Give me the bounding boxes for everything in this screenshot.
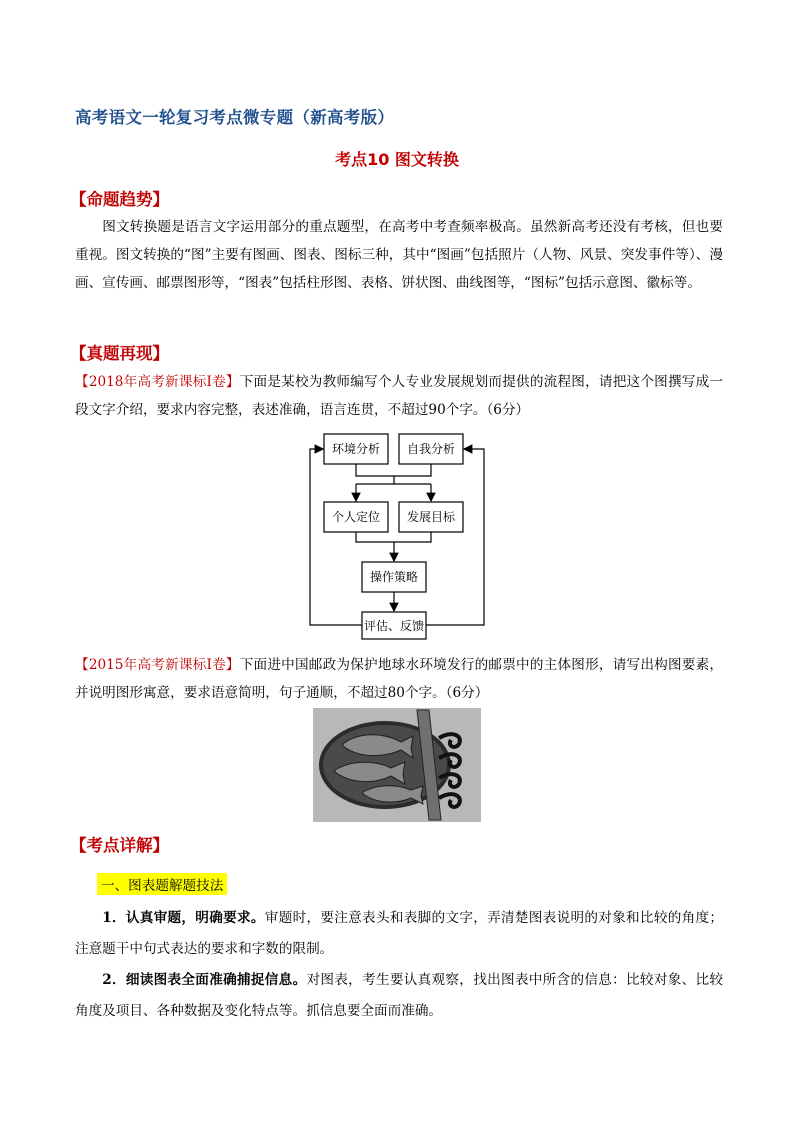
flow-label-self: 自我分析 <box>406 442 456 456</box>
trend-paragraph <box>75 213 723 297</box>
trend-body: 图文转换题是语言文字运用部分的重点题型，在高考中考查频率极高。虽然新高考还没有考核，但也要重视。图文转换的“图”主要有图画、图表、图标三种，其中“图画”包括照片（人物、风景、突发事件等）、漫画、宣传画、邮票图形等，“图表”包括柱形图、表格、饼状图、曲线图等，“图标”包括示意图、徽标等。 <box>75 219 723 291</box>
flow-label-strategy: 操作策略 <box>369 570 419 584</box>
tip-1-text: 审题时，要注意表头和表脚的文字，弄清楚图表说明的对象和比较的角度；注意题干中句式表达的要求和字数的限制。 <box>75 910 724 957</box>
subheading-chart-method: 一、图表题解题技法 <box>97 873 227 895</box>
tip-1-title: 1．认真审题，明确要求。 <box>102 910 265 926</box>
question-2-source: 【2015年高考新课标Ⅰ卷】 <box>75 657 240 673</box>
question-2 <box>75 651 723 707</box>
document-title: 高考语文一轮复习考点微专题（新高考版） <box>75 108 395 127</box>
flow-label-feedback: 评估、反馈 <box>363 619 425 633</box>
section-heading-detail: 【考点详解】 <box>70 836 169 855</box>
question-1 <box>75 368 723 424</box>
topic-title: 考点10 图文转换 <box>335 150 459 169</box>
tip-2 <box>75 965 723 1027</box>
question-1-text: 下面是某校为教师编写个人专业发展规划而提供的流程图，请把这个图撰写成一段文字介绍，要求内容完整，表述准确，语言连贯，不超过90个字。（6分） <box>75 374 723 418</box>
question-2-text: 下面进中国邮政为保护地球水环境发行的邮票中的主体图形，请写出构图要素，并说明图形寓意，要求语意简明，句子通顺，不超过80个字。（6分） <box>75 657 723 701</box>
flow-label-goal: 发展目标 <box>406 510 456 524</box>
tip-1 <box>75 903 723 965</box>
tip-2-text: 对图表，考生要认真观察，找出图表中所含的信息：比较对象、比较角度及项目、各种数据及变化特点等。抓信息要全面而准确。 <box>75 972 723 1019</box>
flowchart <box>0 430 794 640</box>
question-1-source: 【2018年高考新课标Ⅰ卷】 <box>75 374 240 390</box>
section-heading-exam: 【真题再现】 <box>70 344 169 363</box>
section-heading-trend: 【命题趋势】 <box>70 190 169 209</box>
flow-label-positioning: 个人定位 <box>331 510 381 524</box>
tip-2-title: 2．细读图表全面准确捕捉信息。 <box>102 972 307 988</box>
stamp-image <box>313 708 481 822</box>
flow-label-environment: 环境分析 <box>331 442 381 456</box>
